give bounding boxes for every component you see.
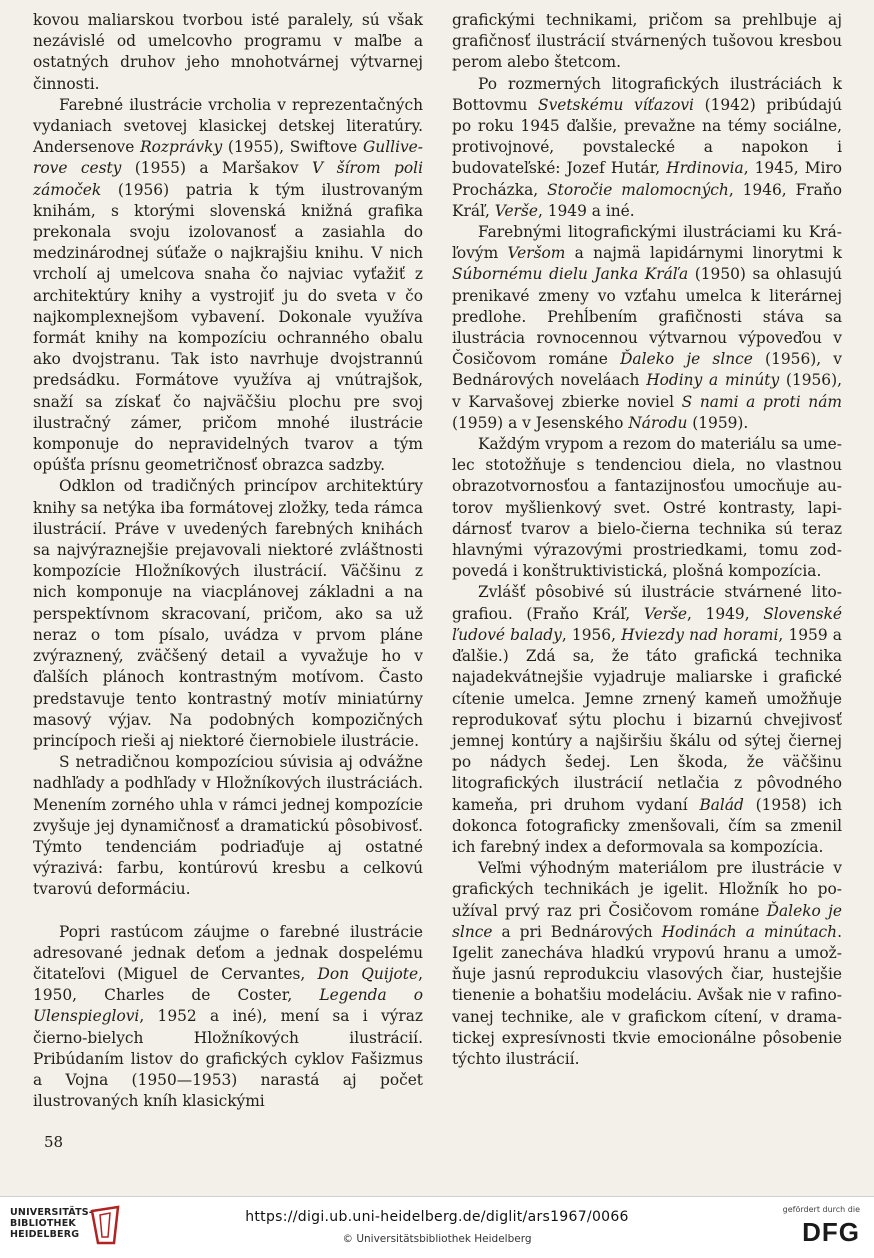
paragraph: Odklon od tradičných princípov architektúry knihy sa netýka iba formátovej zložky, teda rámca ilustrácií. Práve v uvedených farebných knihách sa najvýraznejšie prejavovali niektoré zvláštnosti kompozície Hložníkových ilustrácií. Väčšinu z nich komponuje na viacplánovej základni a na perspektívnom skracovaní, pričom, ako sa už neraz o tom písalo, uvádza v prvom pláne zvýraznený, zväčšený detail a vyvažuje ho v ďalších plánoch kontrastným motívom. Často predstavuje tento kontrastný motív miniatúrny masový výjav. Na podobných kompozičných princípoch rieši aj niektoré čiernobiele ilustrácie.	[33, 477, 423, 750]
document-url-link[interactable]: https://digi.ub.uni-heidelberg.de/diglit/ars1967/0066	[245, 1209, 629, 1225]
copyright-notice: © Universitätsbibliothek Heidelberg	[342, 1233, 532, 1245]
right-column	[452, 10, 842, 1070]
left-column	[33, 10, 423, 1112]
funding-note: gefördert durch die	[782, 1205, 860, 1214]
paragraph: Veľmi výhodným materiálom pre ilustrácie v grafických technikách je igelit. Hložník ho používal prvý raz pri Čosičovom románe Ďaleko je slnce a pri Bednárových Hodinách a minútach. Igelit zanecháva hladkú vrypovú hranu a umožňuje jasnú reprodukciu vlasových čiar, hustejšie tienenie a bohatšiu modeláciu. Avšak nie v rafinovanej technike, ale v grafickom cítení, v dramatickej expresívnosti tkvie emocionálne pôsobenie týchto ilustrácií.	[452, 859, 842, 1068]
dfg-logo: DFG	[802, 1217, 860, 1247]
paragraph: grafickými technikami, pričom sa prehlbuje aj grafičnosť ilustrácií stvárnených tušovou kresbou perom alebo štetcom.	[452, 11, 842, 72]
page-number: 58	[44, 1133, 64, 1151]
paragraph: Farebné ilustrácie vrcholia v reprezentačných vydaniach svetovej klasickej detskej literatúry. Andersenove Rozprávky (1955), Swiftove Gulliverove cesty (1955) a Maršakov V šírom poli zámoček (1956) patria k tým ilustrovaným knihám, s ktorými slovenská knižná grafika prekonala svoju izolovanosť a zasiahla do medzinárodnej súťaže o najkrajšiu knihu. V nich vrcholí aj umelcova snaha čo najviac vyťažiť z architektúry knihy a vystrojiť ju do sveta v čo najkomplexnejšom vybavení. Dokonale využíva formát knihy na kompozíciu ochranného obalu ako dvojstranu. Tak isto navrhuje dvojstrannú predsádku. Formátove využíva aj vnútrajšok, snaží sa získať čo najväčšiu plochu pre svoj ilustračný zámer, pričom mnohé ilustrácie komponuje do nepravidelných tvarov a tým opúšťa prísnu geometričnosť obrazca sadzby.	[33, 95, 423, 475]
paragraph: Po rozmerných litografických ilustráciách k Bottovmu Svetskému víťazovi (1942) pribúdajú po roku 1945 ďalšie, prevažne na témy sociálne, protivojnové, povstalecké a napokon i budovateľské: Jozef Hutár, Hrdinovia, 1945, Miro Procházka, Storočie malomocných, 1946, Fraňo Kráľ, Verše, 1949 a iné.	[452, 74, 843, 220]
paragraph: Každým vrypom a rezom do materiálu sa umelec stotožňuje s tendenciou diela, no vlastnou obrazotvornosťou a fantazijnosťou umocňuje autorov myšlienkový svet. Ostré kontrasty, lapidárnosť tvarov a bielo-čierna technika sú teraz hlavnými výrazovými prostriedkami, tomu zodpovedá i konštruktivistická, plošná kompozícia.	[452, 435, 842, 581]
paragraph: Farebnými litografickými ilustráciami ku Kráľovým Veršom a najmä lapidárnymi linorytmi k Súbornému dielu Janka Kráľa (1950) sa ohlasujú prenikavé zmeny vo vzťahu umelca k literárnej predlohe. Prehĺbením grafičnosti stáva sa ilustrácia rovnocennou výtvarnou výpoveďou v Čosičovom románe Ďaleko je slnce (1956), v Bednárových noveláach Hodiny a minúty (1956), v Karvašovej zbierke noviel S nami a proti nám (1959) a v Jesenského Národu (1959).	[452, 223, 842, 432]
paragraph: Zvlášť pôsobivé sú ilustrácie stvárnené litografiou. (Fraňo Kráľ, Verše, 1949, Slovenské ľudové balady, 1956, Hviezdy nad horami, 1959 a ďalšie.) Zdá sa, že táto grafická technika najadekvátnejšie vyjadruje maliarske i grafické cítenie umelca. Jemne zrnený kameň umožňuje reprodukovať sýtu plochu i bizarnú chvejivosť jemnej kontúry a najširšiu škálu od sýtej čiernej po nádych šedej. Len škoda, že väčšinu litografických ilustrácií netlačia z pôvodného kameňa, pri druhom vydaní Balád (1958) ich dokonca fotograficky zmenšovali, čím sa zmenil ich farebný index a deformovala sa kompozícia.	[452, 583, 842, 856]
paragraph: Popri rastúcom záujme o farebné ilustrácie adresované jednak deťom a jednak dospelému čitateľovi (Miguel de Cervantes, Don Quijote, 1950, Charles de Coster, Legenda o Ulenspieglovi, 1952 a iné), mení sa i výraz čierno-bielych Hložníkových ilustrácií. Pribúdaním listov do grafických cyklov Fašizmus a Vojna (1950—1953) narastá aj počet ilustrovaných kníh klasickými	[33, 922, 424, 1111]
paragraph: kovou maliarskou tvorbou isté paralely, sú však nezávislé od umelcovho programu v maľbe a ostatných druhov jeho mnohotvárnej výtvarnej činnosti.	[33, 11, 423, 93]
viewer-footer	[0, 1196, 874, 1258]
paragraph: S netradičnou kompozíciou súvisia aj odvážne nadhľady a podhľady v Hložníkových ilustráciách. Menením zorného uhla v rámci jednej kompozície zvyšuje jej dynamičnosť a dramatickú pôsobivosť. Týmto tendenciám podriaďuje aj ostatné výrazivá: farbu, kontúrovú kresbu a celkovú tvarovú deformáciu.	[33, 753, 423, 899]
library-name: UNIVERSITÄTS- BIBLIOTHEK HEIDELBERG	[10, 1207, 93, 1240]
